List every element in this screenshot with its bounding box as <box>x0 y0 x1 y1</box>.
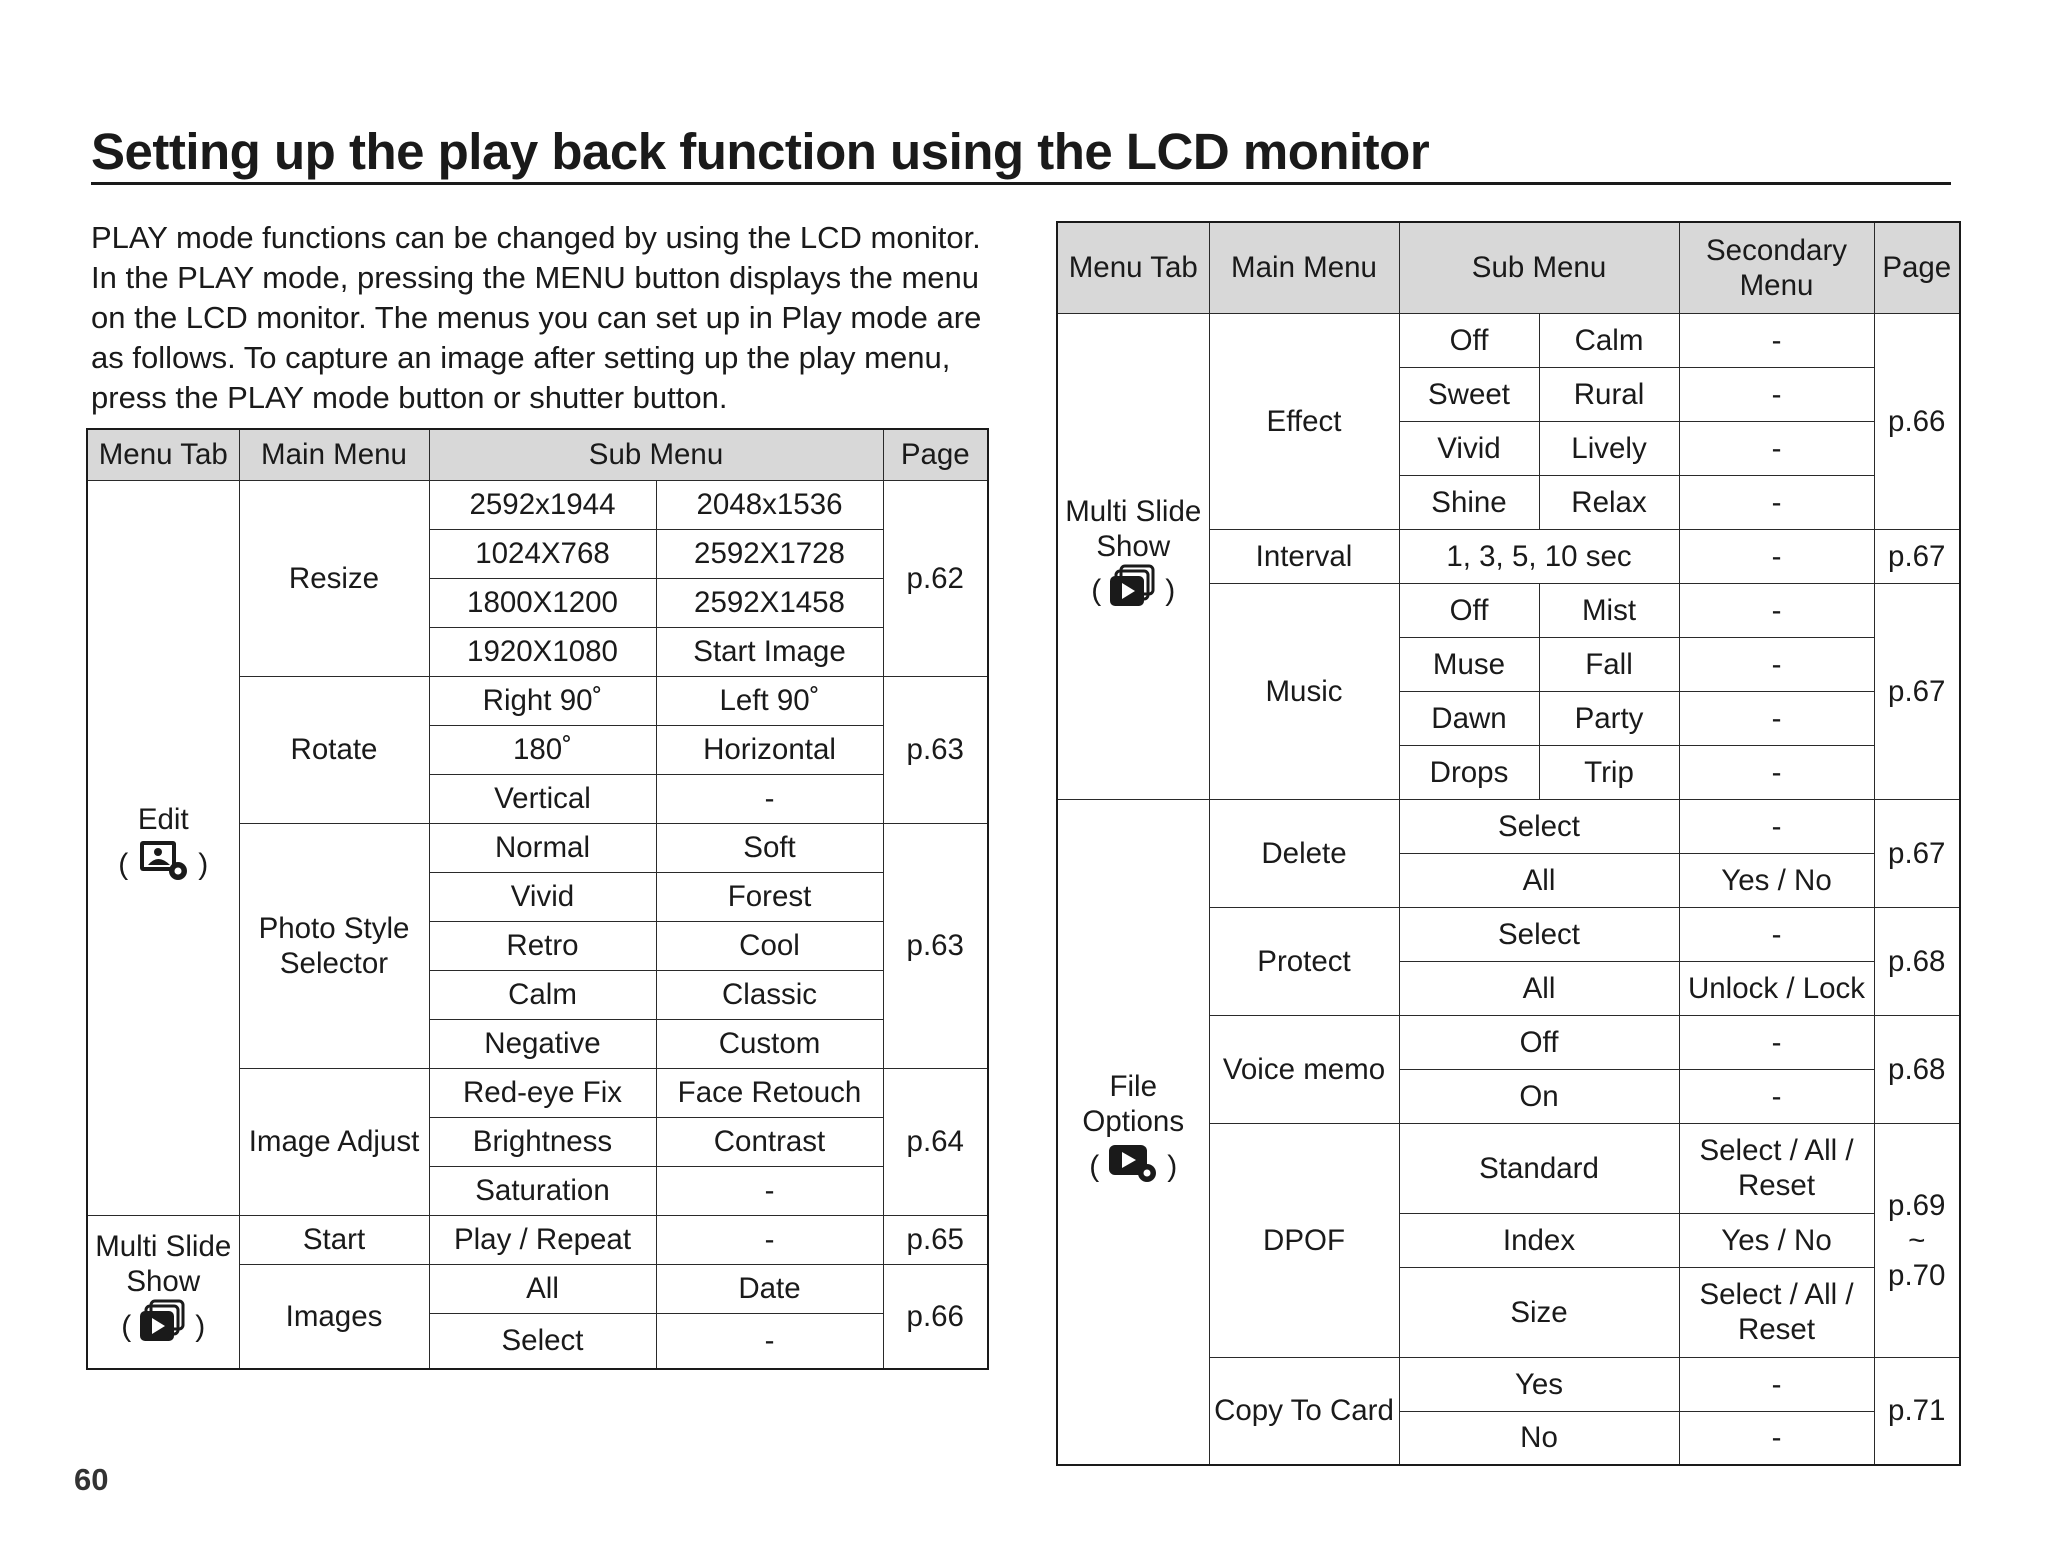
table-row <box>87 1215 988 1264</box>
menu-tab-label-line: Multi Slide <box>1065 494 1202 528</box>
main-menu-images: Images <box>239 1264 429 1369</box>
sub-menu-cell: Yes <box>1399 1357 1679 1411</box>
sub-menu-cell: Dawn <box>1399 691 1539 745</box>
secondary-menu-cell: - <box>1679 1015 1874 1069</box>
sub-menu-cell: Lively <box>1539 421 1679 475</box>
sub-menu-cell: 1800X1200 <box>429 578 656 627</box>
sub-menu-cell: Calm <box>1539 313 1679 367</box>
sub-menu-cell: Vivid <box>429 872 656 921</box>
main-menu-dpof: DPOF <box>1209 1123 1399 1357</box>
sub-menu-cell: Horizontal <box>656 725 883 774</box>
page-ref: p.66 <box>883 1264 988 1369</box>
secondary-line: Reset <box>1737 1169 1816 1202</box>
page-ref-line: p.70 <box>1888 1258 1946 1292</box>
sub-menu-cell: Off <box>1399 583 1539 637</box>
main-menu-delete: Delete <box>1209 799 1399 907</box>
sub-menu-cell: Date <box>656 1264 883 1313</box>
sub-menu-cell: Drops <box>1399 745 1539 799</box>
sub-menu-cell: Select <box>1399 799 1679 853</box>
page-ref: p.67 <box>1874 799 1960 907</box>
main-menu-copy-to-card: Copy To Card <box>1209 1357 1399 1465</box>
page-ref-line: p.69 <box>1888 1188 1946 1222</box>
menu-tab-file-options <box>1057 799 1209 1465</box>
main-menu-effect: Effect <box>1209 313 1399 529</box>
sub-menu-cell: Select <box>429 1313 656 1369</box>
page-ref: p.67 <box>1874 529 1960 583</box>
sub-menu-cell: Standard <box>1399 1123 1679 1213</box>
header-main-menu: Main Menu <box>1209 222 1399 313</box>
main-menu-music: Music <box>1209 583 1399 799</box>
table-row <box>1057 799 1960 853</box>
main-menu-label-line: Selector <box>279 946 389 980</box>
main-menu-protect: Protect <box>1209 907 1399 1015</box>
edit-photo-icon <box>128 837 198 894</box>
secondary-menu-cell: Unlock / Lock <box>1679 961 1874 1015</box>
open-paren: ( <box>1089 1149 1100 1183</box>
sub-menu-cell: Left 90˚ <box>656 676 883 725</box>
header-sub-menu: Sub Menu <box>429 429 883 480</box>
sub-menu-cell: Off <box>1399 313 1539 367</box>
page-ref: p.66 <box>1874 313 1960 529</box>
page-ref: p.64 <box>883 1068 988 1215</box>
sub-menu-cell: 2592X1728 <box>656 529 883 578</box>
table-row <box>1057 313 1960 367</box>
intro-line: on the LCD monitor. The menus you can set up in Play mode are <box>91 300 982 335</box>
main-menu-label-line: Photo Style <box>258 911 410 945</box>
sub-menu-cell: Size <box>1399 1267 1679 1357</box>
header-menu-tab: Menu Tab <box>87 429 239 480</box>
main-menu-image-adjust: Image Adjust <box>239 1068 429 1215</box>
sub-menu-cell: Shine <box>1399 475 1539 529</box>
sub-menu-cell: Play / Repeat <box>429 1215 656 1264</box>
page-ref: p.63 <box>883 676 988 823</box>
menu-tab-label-line: File <box>1109 1070 1158 1104</box>
page-ref: p.62 <box>883 480 988 676</box>
sub-menu-cell: 2592X1458 <box>656 578 883 627</box>
page-ref: p.67 <box>1874 583 1960 799</box>
file-options-icon <box>1099 1139 1167 1194</box>
sub-menu-cell: Retro <box>429 921 656 970</box>
secondary-menu-cell: Yes / No <box>1679 853 1874 907</box>
main-menu-resize: Resize <box>239 480 429 676</box>
page-ref: p.68 <box>1874 907 1960 1015</box>
secondary-line: Reset <box>1737 1313 1816 1346</box>
page-ref-line: ~ <box>1908 1223 1926 1257</box>
menu-tab-edit <box>87 480 239 1215</box>
table-row <box>87 480 988 529</box>
intro-line: press the PLAY mode button or shutter button. <box>91 380 728 415</box>
sub-menu-cell: 2592x1944 <box>429 480 656 529</box>
sub-menu-cell: All <box>1399 961 1679 1015</box>
open-paren: ( <box>1091 574 1102 607</box>
sub-menu-cell: Start Image <box>656 627 883 676</box>
header-page: Page <box>1874 222 1960 313</box>
secondary-menu-cell <box>1679 1267 1874 1357</box>
secondary-menu-cell: - <box>1679 1357 1874 1411</box>
sub-menu-cell: Calm <box>429 970 656 1019</box>
secondary-menu-cell <box>1679 1123 1874 1213</box>
sub-menu-cell: All <box>429 1264 656 1313</box>
intro-line: as follows. To capture an image after setting up the play menu, <box>91 340 951 375</box>
sub-menu-cell: Classic <box>656 970 883 1019</box>
open-paren: ( <box>121 1309 132 1343</box>
secondary-menu-cell: - <box>1679 529 1874 583</box>
secondary-menu-cell: - <box>1679 313 1874 367</box>
page-ref: p.63 <box>883 823 988 1068</box>
page-ref <box>1874 1123 1960 1357</box>
menu-tab-label-line: Options <box>1082 1105 1185 1139</box>
secondary-menu-cell: - <box>1679 1069 1874 1123</box>
secondary-menu-cell: - <box>1679 637 1874 691</box>
main-menu-start: Start <box>239 1215 429 1264</box>
menu-tab-multi-slide-show <box>87 1215 239 1369</box>
sub-menu-cell: All <box>1399 853 1679 907</box>
sub-menu-cell: On <box>1399 1069 1679 1123</box>
slide-show-icon <box>131 1299 195 1354</box>
sub-menu-cell: Custom <box>656 1019 883 1068</box>
page-title: Setting up the play back function using the LCD monitor <box>91 122 1951 185</box>
header-line: Menu <box>1739 268 1814 302</box>
open-paren: ( <box>118 848 129 881</box>
sub-menu-cell: Select <box>1399 907 1679 961</box>
sub-menu-cell: 1024X768 <box>429 529 656 578</box>
secondary-menu-cell: - <box>1679 583 1874 637</box>
close-paren: ) <box>1167 1149 1178 1183</box>
menu-tab-label-line: Show <box>126 1265 201 1299</box>
menu-tab-label-line: Multi Slide <box>95 1230 232 1264</box>
secondary-menu-cell: - <box>1679 475 1874 529</box>
page-ref: p.68 <box>1874 1015 1960 1123</box>
sub-menu-cell: Contrast <box>656 1117 883 1166</box>
main-menu-rotate: Rotate <box>239 676 429 823</box>
sub-menu-cell: Negative <box>429 1019 656 1068</box>
sub-menu-cell: - <box>656 774 883 823</box>
secondary-line: Select / All / <box>1699 1134 1854 1167</box>
slideshow-file-menu-table <box>1056 221 1961 1466</box>
table-header-row <box>87 429 988 480</box>
header-sub-menu: Sub Menu <box>1399 222 1679 313</box>
secondary-menu-cell: - <box>1679 421 1874 475</box>
sub-menu-cell: 2048x1536 <box>656 480 883 529</box>
sub-menu-cell: Face Retouch <box>656 1068 883 1117</box>
edit-menu-table <box>86 428 989 1370</box>
sub-menu-cell: Right 90˚ <box>429 676 656 725</box>
sub-menu-cell: 1, 3, 5, 10 sec <box>1399 529 1679 583</box>
sub-menu-cell: Index <box>1399 1213 1679 1267</box>
sub-menu-cell: Party <box>1539 691 1679 745</box>
sub-menu-cell: 180˚ <box>429 725 656 774</box>
secondary-menu-cell: - <box>1679 367 1874 421</box>
page-number: 60 <box>74 1462 109 1497</box>
sub-menu-cell: Trip <box>1539 745 1679 799</box>
sub-menu-cell: No <box>1399 1411 1679 1465</box>
sub-menu-cell: Soft <box>656 823 883 872</box>
sub-menu-cell: Off <box>1399 1015 1679 1069</box>
sub-menu-cell: Fall <box>1539 637 1679 691</box>
header-line: Secondary <box>1705 233 1848 267</box>
secondary-menu-cell: - <box>1679 745 1874 799</box>
secondary-menu-cell: - <box>1679 1411 1874 1465</box>
secondary-menu-cell: - <box>1679 691 1874 745</box>
header-menu-tab: Menu Tab <box>1057 222 1209 313</box>
sub-menu-cell: Sweet <box>1399 367 1539 421</box>
secondary-menu-cell: - <box>1679 907 1874 961</box>
sub-menu-cell: - <box>656 1313 883 1369</box>
close-paren: ) <box>198 848 209 881</box>
sub-menu-cell: Cool <box>656 921 883 970</box>
secondary-menu-cell: - <box>1679 799 1874 853</box>
sub-menu-cell: - <box>656 1166 883 1215</box>
sub-menu-cell: Normal <box>429 823 656 872</box>
table-header-row <box>1057 222 1960 313</box>
sub-menu-cell: Muse <box>1399 637 1539 691</box>
close-paren: ) <box>1165 574 1176 607</box>
menu-tab-label-line: Show <box>1096 529 1171 563</box>
sub-menu-cell: Vertical <box>429 774 656 823</box>
sub-menu-cell: Mist <box>1539 583 1679 637</box>
secondary-menu-cell: Yes / No <box>1679 1213 1874 1267</box>
secondary-line: Select / All / <box>1699 1278 1854 1311</box>
sub-menu-cell: Saturation <box>429 1166 656 1215</box>
main-menu-voice-memo: Voice memo <box>1209 1015 1399 1123</box>
sub-menu-cell: Relax <box>1539 475 1679 529</box>
header-main-menu: Main Menu <box>239 429 429 480</box>
intro-line: PLAY mode functions can be changed by using the LCD monitor. <box>91 220 981 255</box>
menu-tab-label: Edit <box>137 802 189 836</box>
sub-menu-cell: Brightness <box>429 1117 656 1166</box>
header-page: Page <box>883 429 988 480</box>
intro-paragraph <box>91 218 991 418</box>
header-secondary-menu <box>1679 222 1874 313</box>
page-ref: p.71 <box>1874 1357 1960 1465</box>
slide-show-icon <box>1101 564 1165 619</box>
sub-menu-cell: Vivid <box>1399 421 1539 475</box>
page-ref: p.65 <box>883 1215 988 1264</box>
sub-menu-cell: Rural <box>1539 367 1679 421</box>
sub-menu-cell: Red-eye Fix <box>429 1068 656 1117</box>
menu-tab-multi-slide-show <box>1057 313 1209 799</box>
sub-menu-cell: - <box>656 1215 883 1264</box>
main-menu-photo-style <box>239 823 429 1068</box>
intro-line: In the PLAY mode, pressing the MENU button displays the menu <box>91 260 980 295</box>
sub-menu-cell: 1920X1080 <box>429 627 656 676</box>
close-paren: ) <box>195 1309 206 1343</box>
sub-menu-cell: Forest <box>656 872 883 921</box>
main-menu-interval: Interval <box>1209 529 1399 583</box>
